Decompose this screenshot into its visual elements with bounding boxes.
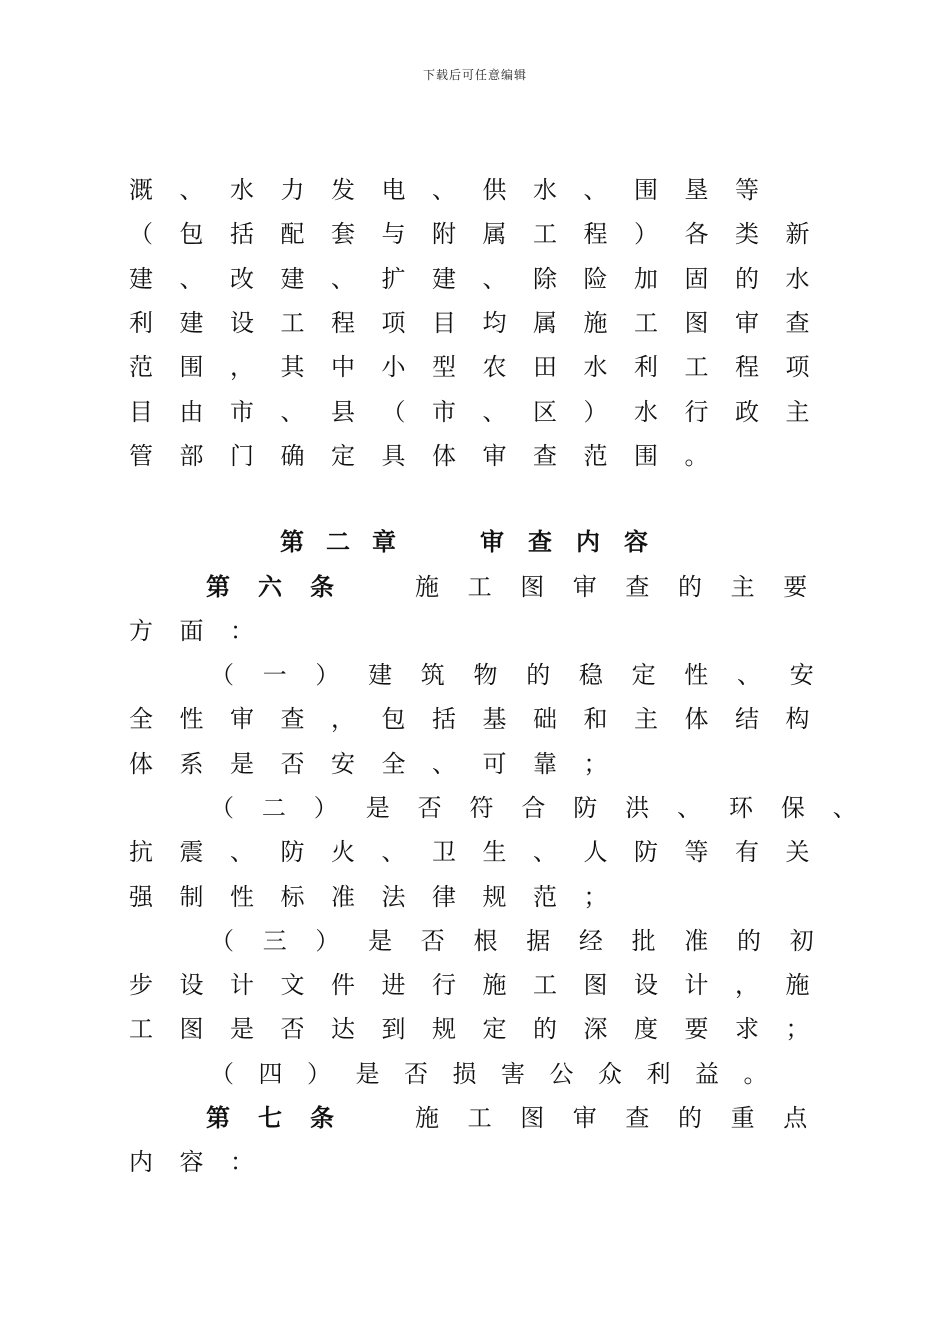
- body-line: （ 包 括 配 套 与 附 属 工 程 ） 各 类 新: [129, 220, 810, 249]
- body-line: 管 部 门 确 定 具 体 审 查 范 围 。: [129, 441, 709, 470]
- item2-line: 抗 震 、 防 火 、 卫 生 、 人 防 等 有 关: [129, 838, 810, 867]
- body-line: 目 由 市 、 县 （ 市 、 区 ） 水 行 政 主: [129, 397, 810, 426]
- article-6-line-2: 方 面 ：: [129, 617, 254, 645]
- item2-line: 强 制 性 标 准 法 律 规 范 ；: [129, 882, 608, 911]
- item3-line: （ 三 ） 是 否 根 据 经 批 准 的 初: [210, 926, 814, 955]
- article-6-line-1: 第 六 条 施 工 图 审 查 的 主 要: [206, 572, 808, 601]
- body-line: 范 围 ， 其 中 小 型 农 田 水 利 工 程 项: [129, 353, 810, 382]
- chapter-heading: 第 二 章 审 查 内 容: [280, 527, 648, 556]
- item1-line: 体 系 是 否 安 全 、 可 靠 ；: [129, 749, 608, 778]
- item4-line: （ 四 ） 是 否 损 害 公 众 利 益 。: [210, 1059, 768, 1088]
- item1-line: 全 性 审 查 ， 包 括 基 础 和 主 体 结 构: [129, 705, 810, 734]
- item1-line: （ 一 ） 建 筑 物 的 稳 定 性 、 安: [210, 661, 814, 689]
- item3-line: 工 图 是 否 达 到 规 定 的 深 度 要 求 ；: [129, 1015, 810, 1044]
- item2-line: （ 二 ） 是 否 符 合 防 洪 、 环 保 、: [210, 793, 857, 822]
- body-line: 建 、 改 建 、 扩 建 、 除 险 加 固 的 水: [129, 264, 810, 293]
- article-7-line-2: 内 容 ：: [129, 1148, 254, 1177]
- item3-line: 步 设 计 文 件 进 行 施 工 图 设 计 ， 施: [129, 971, 810, 1000]
- body-line: 溉 、 水 力 发 电 、 供 水 、 围 垦 等: [129, 176, 759, 204]
- page-header-note: 下载后可任意编辑: [422, 68, 527, 82]
- body-line: 利 建 设 工 程 项 目 均 属 施 工 图 审 查: [129, 308, 810, 337]
- article-7-line-1: 第 七 条 施 工 图 审 查 的 重 点: [206, 1103, 808, 1132]
